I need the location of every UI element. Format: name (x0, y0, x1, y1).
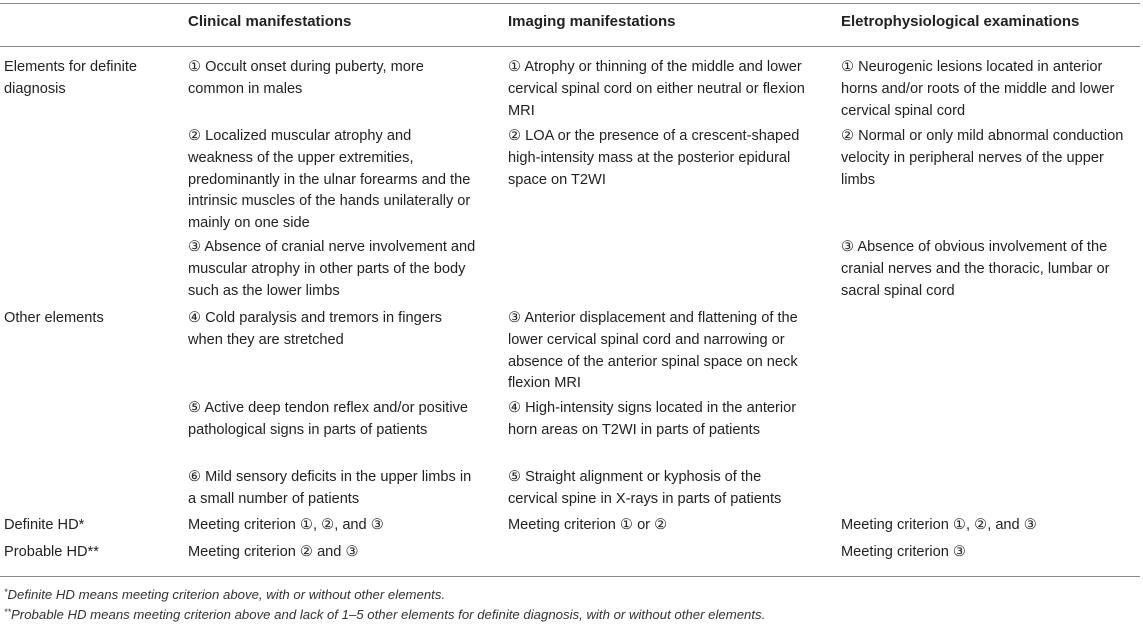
electro-criterion: ① Neurogenic lesions located in anterior horns and/or roots of the middle and lower cervical spinal cord (841, 59, 1115, 119)
footnote-marker: * (4, 587, 8, 597)
table-top-rule (0, 3, 1140, 4)
footnote-text: Probable HD means meeting criterion above and lack of 1–5 other elements for definite diagnosis, with or without other elements. (11, 607, 766, 622)
clinical-criterion: Meeting criterion ② and ③ (188, 544, 359, 560)
electro-criterion: ② Normal or only mild abnormal conduction velocity in peripheral nerves of the upper limbs (841, 128, 1124, 188)
clinical-criterion: ③ Absence of cranial nerve involvement and muscular atrophy in other parts of the body such as the lower limbs (188, 239, 476, 299)
electro-criterion: Meeting criterion ①, ②, and ③ (841, 517, 1037, 533)
header-imaging: Imaging manifestations (508, 13, 676, 30)
row-label-probable-hd: Probable HD** (4, 544, 99, 560)
imaging-criterion: ⑤ Straight alignment or kyphosis of the cervical spine in X-rays in parts of patients (508, 469, 782, 507)
clinical-criterion: ⑤ Active deep tendon reflex and/or positive pathological signs in parts of patients (188, 400, 468, 438)
electro-criterion: ③ Absence of obvious involvement of the cranial nerves and the thoracic, lumbar or sacral spinal cord (841, 239, 1110, 299)
footnote-text: Definite HD means meeting criterion above, with or without other elements. (7, 587, 446, 602)
footnote-definite (4, 583, 1134, 604)
imaging-criterion: ① Atrophy or thinning of the middle and lower cervical spinal cord on either neutral or flexion MRI (508, 59, 805, 119)
clinical-criterion: ⑥ Mild sensory deficits in the upper limbs in a small number of patients (188, 469, 472, 507)
row-label: Elements for definite diagnosis (4, 59, 138, 97)
clinical-criterion: Meeting criterion ①, ②, and ③ (188, 517, 384, 533)
electro-criterion: Meeting criterion ③ (841, 544, 967, 560)
clinical-criterion: ④ Cold paralysis and tremors in fingers when they are stretched (188, 310, 442, 348)
imaging-criterion: ② LOA or the presence of a crescent-shaped high-intensity mass at the posterior epidural space on T2WI (508, 128, 800, 188)
clinical-criterion: ② Localized muscular atrophy and weakness of the upper extremities, predominantly in the ulnar forearms and the intrinsic muscles of the hands unilaterally or mainly on one side (188, 128, 471, 232)
footnote-probable (4, 603, 1134, 624)
footnote-marker: ** (4, 607, 12, 617)
header-bottom-rule (0, 46, 1140, 47)
imaging-criterion: ③ Anterior displacement and flattening of the lower cervical spinal cord and narrowing or absence of the anterior spinal space on neck flexion MRI (508, 310, 798, 392)
header-electrophysiological: Eletrophysiological examinations (841, 13, 1080, 30)
imaging-criterion: Meeting criterion ① or ② (508, 517, 668, 533)
imaging-criterion: ④ High-intensity signs located in the anterior horn areas on T2WI in parts of patients (508, 400, 797, 438)
row-label: Other elements (4, 310, 104, 326)
table-bottom-rule (0, 576, 1140, 577)
row-label-definite-hd: Definite HD* (4, 517, 85, 533)
header-clinical: Clinical manifestations (188, 13, 352, 30)
clinical-criterion: ① Occult onset during puberty, more common in males (188, 59, 424, 97)
